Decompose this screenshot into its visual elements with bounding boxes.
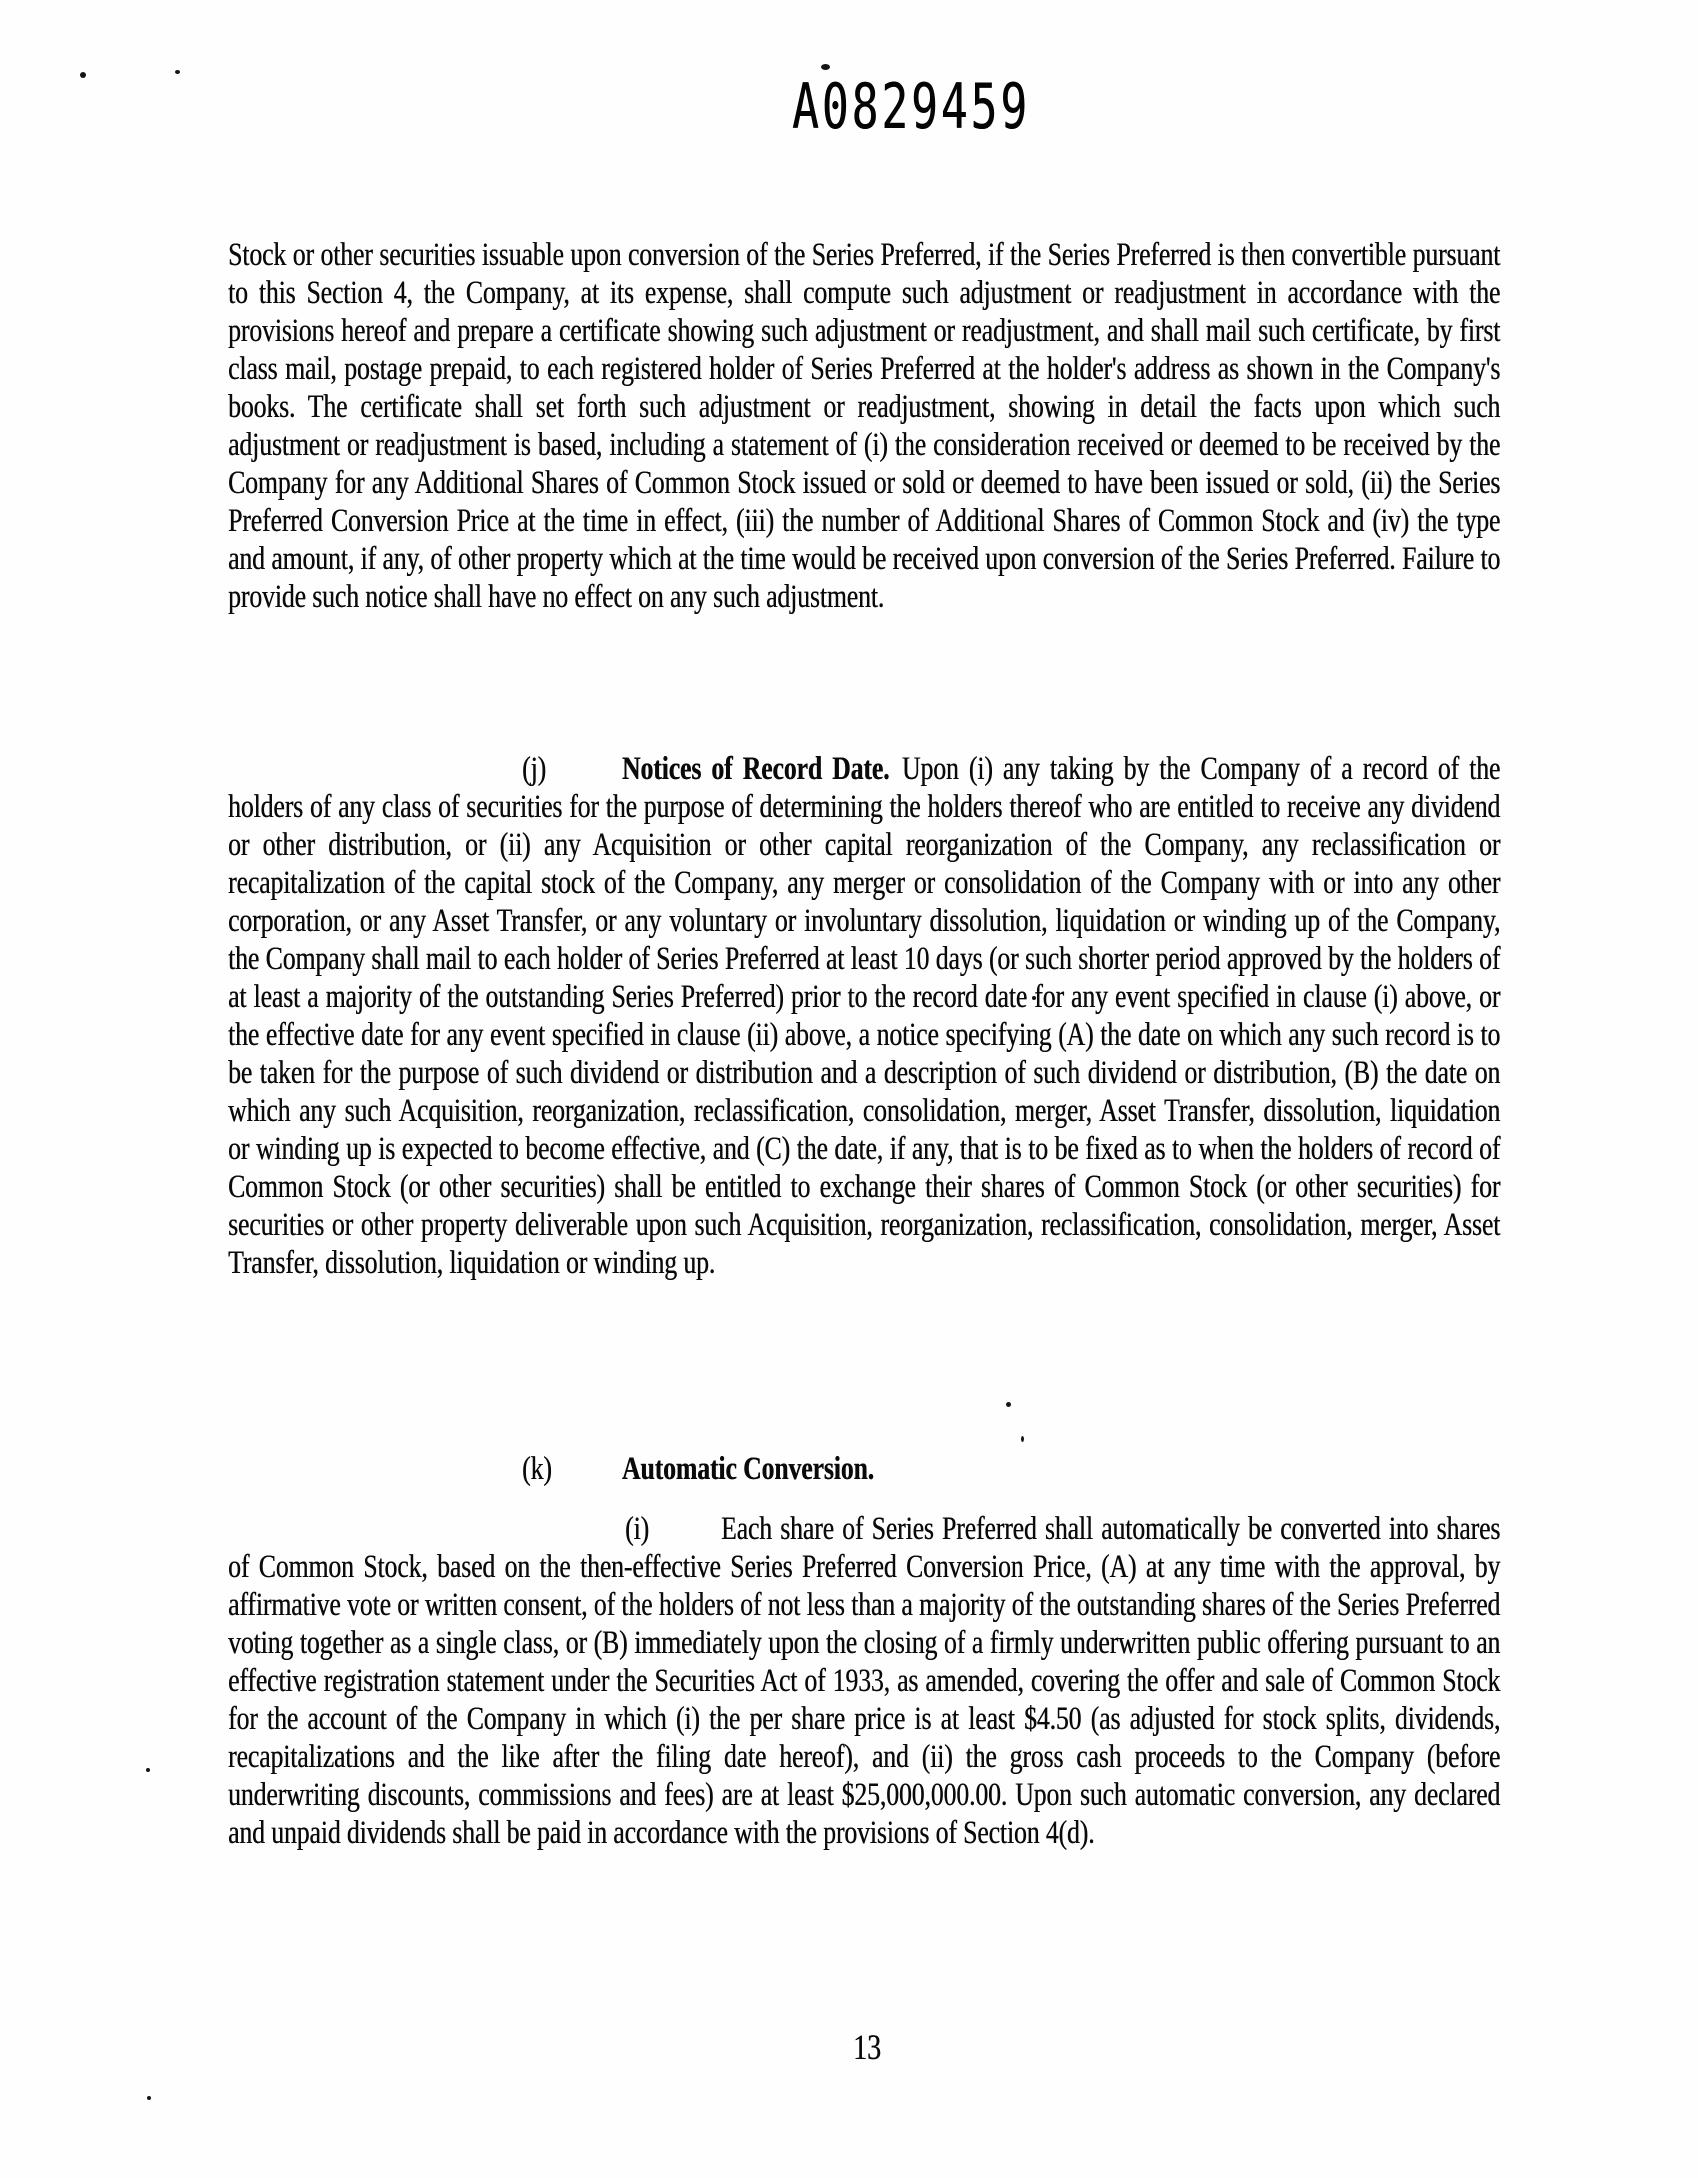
paragraph-i-automatic-conversion-terms — [228, 1510, 1500, 1852]
clause-heading-notices-of-record-date: Notices of Record Date. — [621, 751, 890, 787]
paragraph-j-notices-of-record-date — [228, 750, 1500, 1282]
paragraph-body: Each share of Series Preferred shall automatically be converted into shares of Common Stock, based on the then-effective Series Preferred Conversion Price, (A) at any time with the approval, by affirmative vote or written consent, of the holders of not less than a majority of the outstanding shares of the Series Preferred voting together as a single class, or (B) immediately upon the closing of a firmly underwritten public offering pursuant to an effective registration statement under the Securities Act of 1933, as amended, covering the offer and sale of Common Stock for the account of the Company in which (i) the per share price is at least $4.50 (as adjusted for stock splits, dividends, recapitalizations and the like after the filing date hereof), and (ii) the gross cash proceeds to the Company (before underwriting discounts, commissions and fees) are at least $25,000,000.00. Upon such automatic conversion, any declared and unpaid dividends shall be paid in accordance with the provisions of Section 4(d). — [228, 1511, 1501, 1851]
clause-label-k: (k) — [522, 1451, 552, 1487]
document-id-stamp: A0829459 — [792, 70, 1031, 143]
page-number: 13 — [853, 2027, 882, 2067]
paragraph-body: Stock or other securities issuable upon conversion of the Series Preferred, if the Series Preferred is then convertible pursuant to this Section 4, the Company, at its expense, shall compute such adjustment or readjustment in accordance with the provisions hereof and prepare a certificate showing such adjustment or readjustment, and shall mail such certificate, by first class mail, postage prepaid, to each registered holder of Series Preferred at the holder's address as shown in the Company's books. The certificate shall set forth such adjustment or readjustment, showing in detail the facts upon which such adjustment or readjustment is based, including a statement of (i) the consideration received or deemed to be received by the Company for any Additional Shares of Common Stock issued or sold or deemed to have been issued or sold, (ii) the Series Preferred Conversion Price at the time in effect, (iii) the number of Additional Shares of Common Stock and (iv) the type and amount, if any, of other property which at the time would be received upon conversion of the Series Preferred. Failure to provide such notice shall have no effect on any such adjustment. — [228, 237, 1501, 615]
scan-speck — [175, 70, 180, 74]
clause-heading-automatic-conversion: Automatic Conversion. — [621, 1451, 874, 1487]
scan-speck — [80, 72, 86, 78]
scan-speck — [1021, 1436, 1024, 1442]
clause-label-j: (j) — [522, 751, 547, 787]
scan-speck — [146, 1768, 150, 1772]
scan-speck — [147, 2096, 151, 2100]
paragraph-k-automatic-conversion — [228, 1450, 1500, 1488]
scan-speck — [1006, 1402, 1011, 1407]
clause-label-i: (i) — [625, 1511, 649, 1547]
paragraph-adjustment-certificate — [228, 236, 1500, 616]
paragraph-body: Upon (i) any taking by the Company of a record of the holders of any class of securities for the purpose of determining the holders thereof who are entitled to receive any dividend or other distribution, or (ii) any Acquisition or other capital reorganization of the Company, any reclassification or recapitalization of the capital stock of the Company, any merger or consolidation of the Company with or into any other corporation, or any Asset Transfer, or any voluntary or involuntary dissolution, liquidation or winding up of the Company, the Company shall mail to each holder of Series Preferred at least 10 days (or such shorter period approved by the holders of at least a majority of the outstanding Series Preferred) prior to the record date for any event specified in clause (i) above, or the effective date for any event specified in clause (ii) above, a notice specifying (A) the date on which any such record is to be taken for the purpose of such dividend or distribution and a description of such dividend or distribution, (B) the date on which any such Acquisition, reorganization, reclassification, consolidation, merger, Asset Transfer, dissolution, liquidation or winding up is expected to become effective, and (C) the date, if any, that is to be fixed as to when the holders of record of Common Stock (or other securities) shall be entitled to exchange their shares of Common Stock (or other securities) for securities or other property deliverable upon such Acquisition, reorganization, reclassification, consolidation, merger, Asset Transfer, dissolution, liquidation or winding up. — [228, 751, 1501, 1281]
